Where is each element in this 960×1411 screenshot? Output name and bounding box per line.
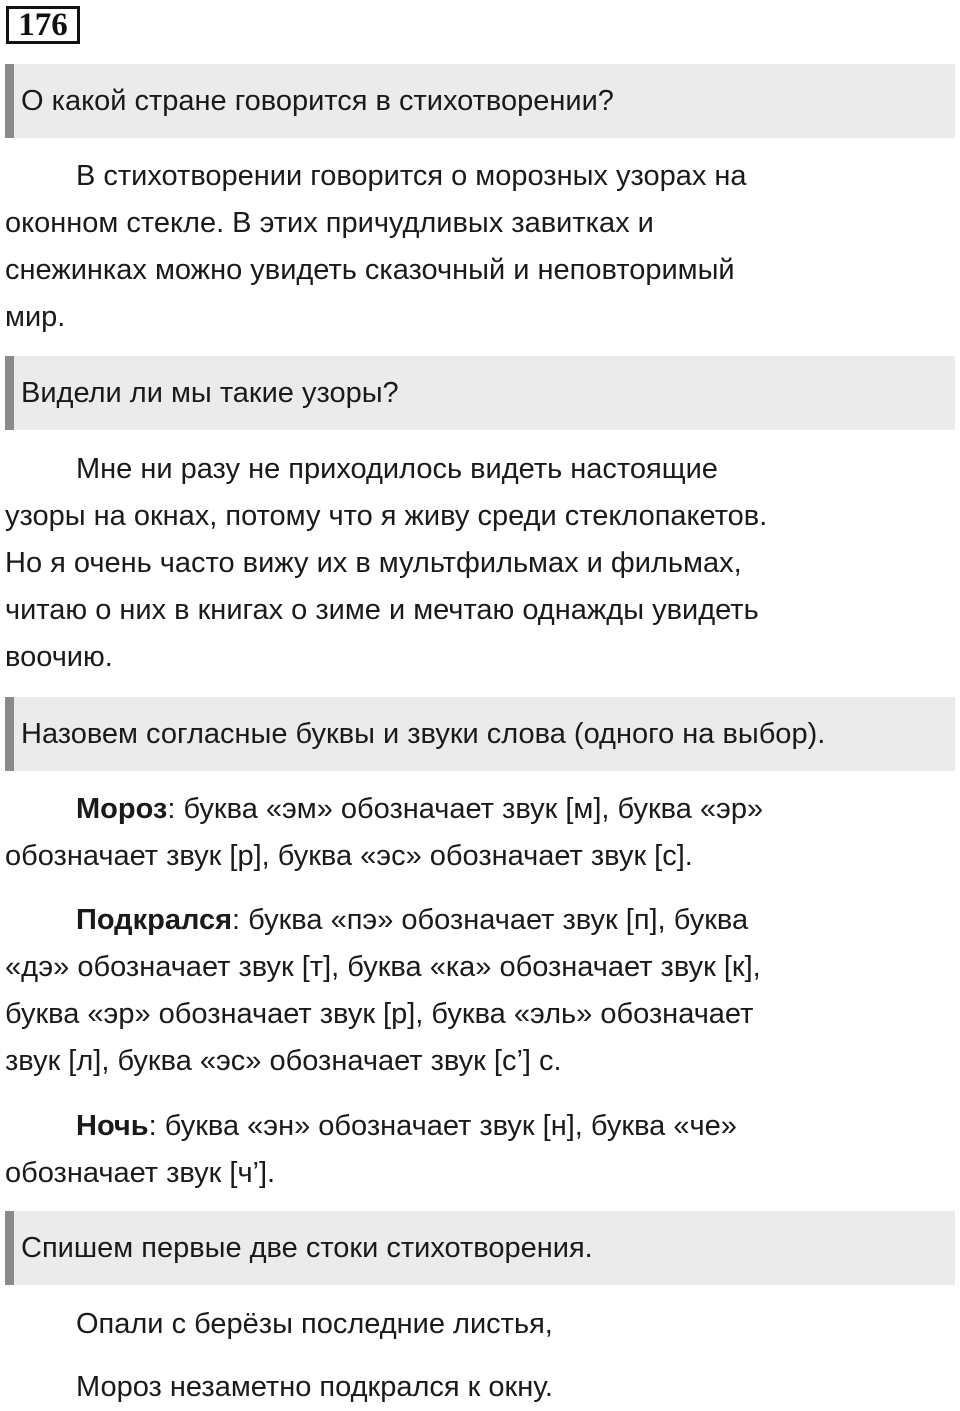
answer-1-line: мир.: [5, 301, 66, 333]
task-number-box: [6, 6, 80, 44]
answer-3-line: обозначает звук [ч’].: [5, 1157, 276, 1189]
word-moroz: Мороз: [76, 793, 168, 825]
answer-3-line: [5, 897, 955, 944]
task-number: 176: [18, 7, 68, 43]
answer-2-line: читаю о них в книгах о зиме и мечтаю однажды увидеть: [5, 594, 759, 626]
podkralsya-description: : буква «пэ» обозначает звук [п], буква: [232, 904, 749, 936]
answer-3-podkralsya-paragraph: [5, 897, 955, 1085]
poem-line-text: Опали с берёзы последние листья,: [76, 1308, 553, 1340]
question-4-text: Спишем первые две стоки стихотворения.: [21, 1232, 593, 1264]
poem-line-2: [5, 1364, 955, 1411]
poem-line-1: [5, 1301, 955, 1348]
answer-3-line: «дэ» обозначает звук [т], буква «ка» обозначает звук [к],: [5, 951, 761, 983]
answer-2-paragraph: [5, 446, 955, 681]
poem-line-text: Мороз незаметно подкрался к окну.: [76, 1371, 553, 1403]
question-3-bar: [5, 697, 955, 771]
answer-3-line: обозначает звук [р], буква «эс» обозначает звук [с].: [5, 840, 693, 872]
answer-3-line: [5, 786, 955, 833]
question-1-bar: [5, 64, 955, 138]
question-1-text: О какой стране говорится в стихотворении?: [21, 85, 614, 117]
answer-2-line: Мне ни разу не приходилось видеть настоящие: [76, 453, 718, 485]
answer-3-moroz-paragraph: [5, 786, 955, 880]
answer-2-line: узоры на окнах, потому что я живу среди стеклопакетов.: [5, 500, 768, 532]
answer-1-paragraph: [5, 153, 955, 341]
answer-1-line: оконном стекле. В этих причудливых завитках и: [5, 207, 654, 239]
answer-3-noch-paragraph: [5, 1103, 955, 1197]
answer-1-line: снежинках можно увидеть сказочный и неповторимый: [5, 254, 735, 286]
question-2-text: Видели ли мы такие узоры?: [21, 377, 399, 409]
word-podkralsya: Подкрался: [76, 904, 233, 936]
noch-description: : буква «эн» обозначает звук [н], буква «че»: [148, 1110, 737, 1142]
word-noch: Ночь: [76, 1110, 149, 1142]
answer-3-line: буква «эр» обозначает звук [р], буква «эль» обозначает: [5, 998, 754, 1030]
answer-3-line: звук [л], буква «эс» обозначает звук [с’] с.: [5, 1045, 562, 1077]
moroz-description: : буква «эм» обозначает звук [м], буква «эр»: [167, 793, 764, 825]
question-3-text: Назовем согласные буквы и звуки слова (одного на выбор).: [21, 718, 826, 750]
answer-3-line: [5, 1103, 955, 1150]
answer-1-line: В стихотворении говорится о морозных узорах на: [76, 160, 747, 192]
question-4-bar: [5, 1211, 955, 1285]
answer-2-line: воочию.: [5, 641, 113, 673]
question-2-bar: [5, 356, 955, 430]
answer-2-line: Но я очень часто вижу их в мультфильмах и фильмах,: [5, 547, 742, 579]
